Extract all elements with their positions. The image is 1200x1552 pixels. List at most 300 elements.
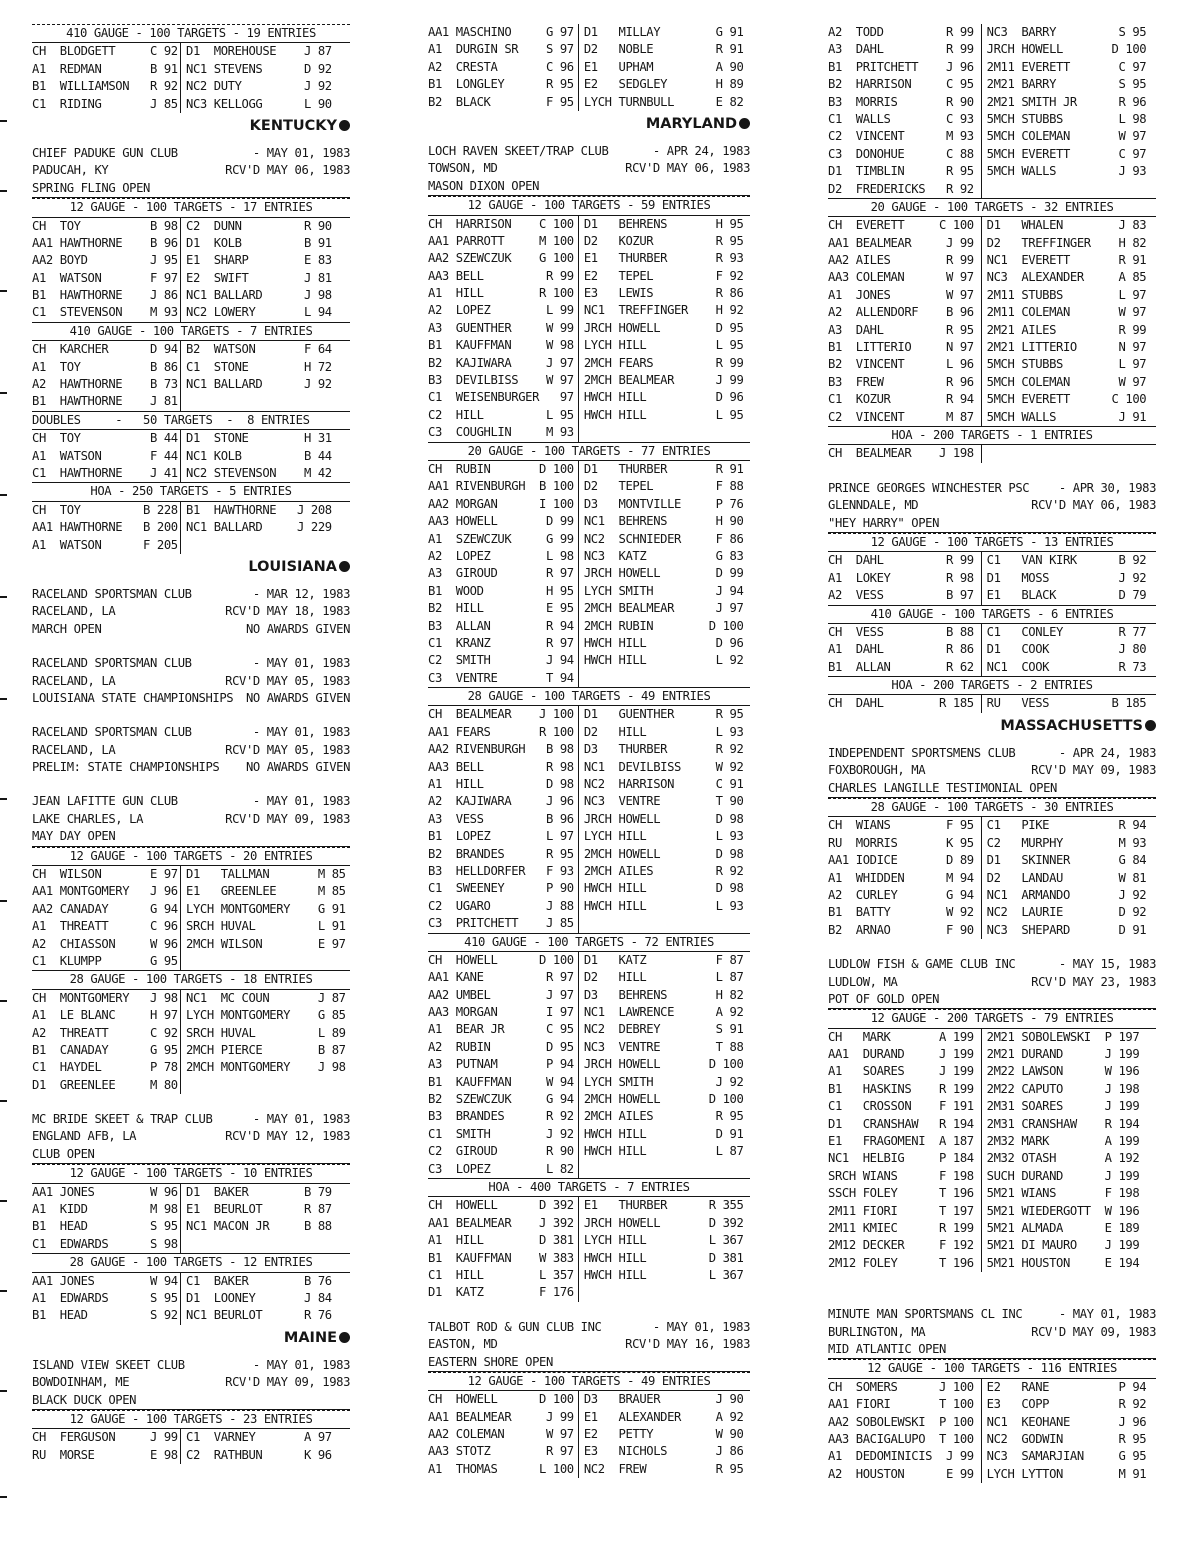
club-info-right: - MAY 15, 1983 xyxy=(1058,957,1156,972)
result-entry: E3 COPP R 92 xyxy=(981,1396,1156,1413)
result-entry: D1 KOLB B 91 xyxy=(180,235,350,252)
result-row xyxy=(828,624,1156,641)
result-entry: NC1 STEVENS D 92 xyxy=(180,61,350,78)
result-entry: A2 HOUSTON E 99 xyxy=(828,1466,974,1481)
result-entry: CH TOY B 98 xyxy=(32,218,178,233)
result-entry: HWCH HILL L 93 xyxy=(578,898,750,915)
result-row xyxy=(428,969,750,986)
result-entry: D1 THURBER R 91 xyxy=(578,461,750,478)
result-entry: NC1 MACON JR B 88 xyxy=(180,1218,350,1235)
result-row xyxy=(828,852,1156,869)
result-entry: C1 RIDING J 85 xyxy=(32,96,178,111)
result-entry: C1 SWEENEY P 90 xyxy=(428,881,574,896)
result-entry: B1 KAUFFMAN W 98 xyxy=(428,338,574,353)
result-entry: E1 UPHAM A 90 xyxy=(578,59,750,76)
event-heading: 410 GAUGE - 100 TARGETS - 19 ENTRIES xyxy=(32,24,350,43)
result-row xyxy=(828,59,1156,76)
result-entry: CH RUBIN D 100 xyxy=(428,461,574,476)
result-entry: D2 HILL L 93 xyxy=(578,724,750,741)
result-entry: 2MCH BEALMEAR J 97 xyxy=(578,600,750,617)
result-row xyxy=(428,496,750,513)
result-entry: C1 VARNEY A 97 xyxy=(180,1429,350,1446)
result-entry: D1 CRANSHAW R 194 xyxy=(828,1116,974,1131)
event-heading: 28 GAUGE - 100 TARGETS - 12 ENTRIES xyxy=(32,1254,350,1272)
margin-mark xyxy=(0,1100,7,1102)
event-heading: 28 GAUGE - 100 TARGETS - 30 ENTRIES xyxy=(828,798,1156,817)
state-bullet-icon xyxy=(339,120,350,131)
state-heading xyxy=(32,117,350,135)
result-row xyxy=(828,391,1156,408)
result-entry: AA1 DURAND J 199 xyxy=(828,1047,974,1062)
result-entry: CH BEALMEAR J 100 xyxy=(428,707,574,722)
result-row xyxy=(828,1098,1156,1115)
club-info-line xyxy=(32,742,350,759)
result-row xyxy=(828,1396,1156,1413)
result-entry: 2M31 CRANSHAW R 194 xyxy=(981,1116,1156,1133)
result-entry: AA1 BEALMEAR J 99 xyxy=(828,235,974,250)
result-row xyxy=(428,846,750,863)
result-entry: D2 NOBLE R 91 xyxy=(578,41,750,58)
result-entry: B1 HASKINS R 199 xyxy=(828,1081,974,1096)
result-entry: AA1 BEALMEAR J 99 xyxy=(428,1409,574,1424)
club-info-left: TOWSON, MD xyxy=(428,161,498,176)
club-info-left: GLENNDALE, MD xyxy=(828,498,919,513)
result-row xyxy=(32,43,350,60)
state-bullet-icon xyxy=(339,561,350,572)
club-info-left: ENGLAND AFB, LA xyxy=(32,1129,137,1144)
result-entry: NC2 HARRISON C 91 xyxy=(578,776,750,793)
result-entry: C3 VENTRE T 94 xyxy=(428,670,574,685)
result-row xyxy=(828,163,1156,180)
result-row xyxy=(32,936,350,953)
spacer xyxy=(828,1272,1156,1289)
result-row xyxy=(32,953,350,971)
event-heading: 28 GAUGE - 100 TARGETS - 18 ENTRIES xyxy=(32,971,350,989)
result-entry: 2M22 CAPUTO J 198 xyxy=(981,1081,1156,1098)
result-entry: 5M21 ALMADA E 189 xyxy=(981,1220,1156,1237)
result-entry: 2M32 MARK A 199 xyxy=(981,1133,1156,1150)
club-info-right: RCV'D MAY 18, 1983 xyxy=(225,604,350,619)
result-entry: C1 HAYDEL P 78 xyxy=(32,1060,178,1075)
club-info-line xyxy=(32,793,350,810)
result-entry: NC2 DEBREY S 91 xyxy=(578,1021,750,1038)
club-info-left: RACELAND, LA xyxy=(32,673,116,688)
result-row xyxy=(428,600,750,617)
club-info-right: - APR 24, 1983 xyxy=(1058,745,1156,760)
result-entry: C2 DUNN R 90 xyxy=(180,218,350,235)
result-entry: LYCH SMITH J 94 xyxy=(578,583,750,600)
result-entry: B3 BRANDES R 92 xyxy=(428,1109,574,1124)
result-entry: B1 LITTERIO N 97 xyxy=(828,340,974,355)
state-heading xyxy=(32,558,350,576)
result-entry: HWCH HILL L 87 xyxy=(578,1143,750,1160)
result-entry: E2 PETTY W 90 xyxy=(578,1426,750,1443)
result-entry: AA1 FEARS R 100 xyxy=(428,724,574,739)
result-entry: NC1 BEURLOT R 76 xyxy=(180,1307,350,1324)
event-heading: HOA - 200 TARGETS - 2 ENTRIES xyxy=(828,677,1156,695)
result-entry: B1 HEAD S 95 xyxy=(32,1219,178,1234)
event-heading: 410 GAUGE - 100 TARGETS - 7 ENTRIES xyxy=(32,323,350,341)
result-entry: 2M21 DURAND J 199 xyxy=(981,1046,1156,1063)
result-row xyxy=(828,24,1156,41)
result-entry: 2MCH HOWELL D 98 xyxy=(578,846,750,863)
spacer xyxy=(828,463,1156,480)
result-entry: NC1 DEVILBISS W 92 xyxy=(578,759,750,776)
result-entry: JRCH HOWELL D 98 xyxy=(578,811,750,828)
result-entry: C3 COUGHLIN M 93 xyxy=(428,425,574,440)
result-row xyxy=(428,1039,750,1056)
result-entry: 2MCH BEALMEAR J 99 xyxy=(578,372,750,389)
result-entry: E1 THURBER R 355 xyxy=(578,1197,750,1214)
result-entry: 2MCH MONTGOMERY J 98 xyxy=(180,1059,350,1076)
result-row xyxy=(32,465,350,483)
result-entry: 2M11 STUBBS L 97 xyxy=(981,287,1156,304)
result-entry: C1 KLUMPP G 95 xyxy=(32,953,178,968)
state-heading xyxy=(828,717,1156,735)
result-entry: C2 SMITH J 94 xyxy=(428,653,574,668)
result-entry: A1 TOY B 86 xyxy=(32,359,178,374)
result-entry: E3 LEWIS R 86 xyxy=(578,285,750,302)
result-entry: NC1 ARMANDO J 92 xyxy=(981,887,1156,904)
result-row xyxy=(32,1184,350,1201)
result-row xyxy=(828,1063,1156,1080)
club-info-right: - APR 30, 1983 xyxy=(1058,480,1156,495)
result-entry: 2M31 SOARES J 199 xyxy=(981,1098,1156,1115)
result-row xyxy=(32,502,350,519)
result-entry: B2 HARRISON C 95 xyxy=(828,77,974,92)
result-entry: 2MCH FEARS R 99 xyxy=(578,355,750,372)
result-row xyxy=(828,76,1156,93)
result-entry: A2 KAJIWARA J 96 xyxy=(428,794,574,809)
club-info-left: BOWDOINHAM, ME xyxy=(32,1375,130,1390)
result-row xyxy=(828,659,1156,677)
result-row xyxy=(32,1042,350,1059)
club-info-left: RACELAND SPORTSMAN CLUB xyxy=(32,586,192,601)
result-entry: C1 PIKE R 94 xyxy=(981,817,1156,834)
club-info-left: PRELIM: STATE CHAMPIONSHIPS xyxy=(32,760,220,775)
result-entry: CH BLODGETT C 92 xyxy=(32,44,178,59)
club-info-line xyxy=(32,1128,350,1145)
club-info-line xyxy=(828,762,1156,779)
result-entry: A1 WATSON F 44 xyxy=(32,448,178,463)
result-entry: E2 SEDGLEY H 89 xyxy=(578,76,750,93)
result-entry: CH HOWELL D 100 xyxy=(428,1392,574,1407)
result-entry: 2M21 BARRY S 95 xyxy=(981,76,1156,93)
result-row xyxy=(828,1466,1156,1483)
result-entry: D2 HILL L 87 xyxy=(578,969,750,986)
result-row xyxy=(428,407,750,424)
result-entry: A2 LOPEZ L 98 xyxy=(428,548,574,563)
result-entry: A1 HILL R 100 xyxy=(428,286,574,301)
result-entry: 2M22 LAWSON W 196 xyxy=(981,1063,1156,1080)
result-entry: 5MCH WALLS J 93 xyxy=(981,163,1156,180)
result-entry: A1 SZEWCZUK G 99 xyxy=(428,531,574,546)
result-entry: A3 PUTNAM P 94 xyxy=(428,1057,574,1072)
result-entry: D1 COOK J 80 xyxy=(981,641,1156,658)
club-info-line xyxy=(828,1306,1156,1323)
result-row xyxy=(428,1143,750,1160)
result-row xyxy=(428,1284,750,1301)
result-entry: A2 CURLEY G 94 xyxy=(828,887,974,902)
doubles-heading: DOUBLES - 50 TARGETS - 8 ENTRIES xyxy=(32,412,350,430)
result-entry: E2 TEPEL F 92 xyxy=(578,268,750,285)
result-entry: D2 TREFFINGER H 82 xyxy=(981,235,1156,252)
result-entry: B3 DEVILBISS W 97 xyxy=(428,373,574,388)
club-info-line xyxy=(32,1111,350,1128)
result-row xyxy=(428,652,750,669)
result-row xyxy=(828,1150,1156,1167)
result-row xyxy=(32,519,350,536)
result-entry: 5MCH COLEMAN W 97 xyxy=(981,374,1156,391)
result-entry: E3 NICHOLS J 86 xyxy=(578,1443,750,1460)
club-info-right: NO AWARDS GIVEN xyxy=(245,760,350,775)
club-info-right: RCV'D MAY 16, 1983 xyxy=(625,1337,750,1352)
result-entry: 2M21 AILES R 99 xyxy=(981,322,1156,339)
event-heading: HOA - 400 TARGETS - 7 ENTRIES xyxy=(428,1179,750,1197)
result-row xyxy=(828,1431,1156,1448)
result-entry: A2 TODD R 99 xyxy=(828,25,974,39)
club-info-line xyxy=(428,160,750,177)
result-row xyxy=(428,1426,750,1443)
result-entry: RU MORRIS K 95 xyxy=(828,835,974,850)
result-entry: C3 DONOHUE C 88 xyxy=(828,146,974,161)
result-entry: AA3 BELL R 98 xyxy=(428,759,574,774)
result-row xyxy=(32,1218,350,1235)
club-info-left: LUDLOW FISH & GAME CLUB INC xyxy=(828,957,1016,972)
result-entry: NC1 MC COUN J 87 xyxy=(180,990,350,1007)
result-entry: NC1 COOK R 73 xyxy=(981,659,1156,676)
result-entry: NC3 ALEXANDER A 85 xyxy=(981,269,1156,286)
result-entry: C1 HILL L 357 xyxy=(428,1267,574,1282)
result-row xyxy=(32,235,350,252)
club-info-left: BURLINGTON, MA xyxy=(828,1324,926,1339)
result-entry xyxy=(578,915,750,932)
result-entry: JRCH HOWELL D 100 xyxy=(578,1056,750,1073)
result-row xyxy=(828,1255,1156,1272)
result-entry: D1 STONE H 31 xyxy=(180,430,350,447)
result-entry: NC1 LAWRENCE A 92 xyxy=(578,1004,750,1021)
result-row xyxy=(828,570,1156,587)
result-entry: AA2 AILES R 99 xyxy=(828,253,974,268)
margin-mark xyxy=(0,190,7,192)
result-entry: C2 VINCENT M 93 xyxy=(828,129,974,144)
state-name: MAINE xyxy=(283,1329,337,1346)
result-row xyxy=(428,548,750,565)
result-entry: AA3 HOWELL D 99 xyxy=(428,514,574,529)
result-row xyxy=(32,393,350,411)
result-row xyxy=(828,1116,1156,1133)
result-entry: NC1 KOLB B 44 xyxy=(180,448,350,465)
result-row xyxy=(428,1267,750,1284)
result-row xyxy=(32,61,350,78)
state-bullet-icon xyxy=(739,118,750,129)
results-column-2 xyxy=(428,24,750,1478)
margin-mark xyxy=(0,798,7,800)
club-info-line xyxy=(32,724,350,741)
event-heading: 12 GAUGE - 100 TARGETS - 49 ENTRIES xyxy=(428,1372,750,1391)
result-entry: C1 STONE H 72 xyxy=(180,359,350,376)
result-entry: AA2 MORGAN I 100 xyxy=(428,496,574,511)
result-entry: C1 BAKER B 76 xyxy=(180,1273,350,1290)
result-entry: AA3 MORGAN I 97 xyxy=(428,1005,574,1020)
result-row xyxy=(828,922,1156,939)
result-entry: 2MCH HOWELL D 100 xyxy=(578,1091,750,1108)
result-entry: 5M21 HOUSTON E 194 xyxy=(981,1255,1156,1272)
result-entry: A1 WHIDDEN M 94 xyxy=(828,870,974,885)
result-row xyxy=(428,706,750,723)
club-info-left: MARCH OPEN xyxy=(32,621,102,636)
result-entry: B1 CANADAY G 95 xyxy=(32,1042,178,1057)
state-name: LOUISIANA xyxy=(248,558,337,575)
result-row xyxy=(32,304,350,322)
result-entry: B2 KAJIWARA J 97 xyxy=(428,355,574,370)
state-name: MARYLAND xyxy=(645,115,737,132)
result-row xyxy=(428,302,750,319)
club-info-left: RACELAND, LA xyxy=(32,742,116,757)
spacer xyxy=(32,776,350,793)
club-info-line xyxy=(32,673,350,690)
result-entry: E2 SWIFT J 81 xyxy=(180,270,350,287)
result-entry: NC2 DUTY J 92 xyxy=(180,78,350,95)
result-entry: A1 SOARES J 199 xyxy=(828,1064,974,1079)
event-heading: 410 GAUGE - 100 TARGETS - 6 ENTRIES xyxy=(828,606,1156,624)
result-row xyxy=(32,1307,350,1324)
event-heading: HOA - 200 TARGETS - 1 ENTRIES xyxy=(828,427,1156,445)
result-entry: A1 THOMAS L 100 xyxy=(428,1461,574,1476)
result-row xyxy=(32,78,350,95)
state-name: KENTUCKY xyxy=(249,117,337,134)
result-entry: LYCH HILL L 95 xyxy=(578,337,750,354)
result-entry: B1 WOOD H 95 xyxy=(428,583,574,598)
result-row xyxy=(428,1461,750,1478)
result-entry: C1 WEISENBURGER 97 xyxy=(428,390,574,405)
result-entry: C1 HAWTHORNE J 41 xyxy=(32,465,178,480)
result-entry: B1 HAWTHORNE J 86 xyxy=(32,288,178,303)
result-row xyxy=(428,478,750,495)
result-entry: 2MCH WILSON E 97 xyxy=(180,936,350,953)
result-entry: 5MCH STUBBS L 98 xyxy=(981,111,1156,128)
club-info-line xyxy=(32,1357,350,1374)
result-row xyxy=(828,817,1156,834)
result-entry: 2MCH PIERCE B 87 xyxy=(180,1042,350,1059)
result-entry: CH WILSON E 97 xyxy=(32,867,178,882)
result-entry: LYCH MONTGOMERY G 91 xyxy=(180,901,350,918)
result-entry xyxy=(578,1161,750,1178)
result-entry: B1 LONGLEY R 95 xyxy=(428,77,574,92)
shoot-name: POT OF GOLD OPEN xyxy=(828,991,1156,1009)
result-entry: RU MORSE E 98 xyxy=(32,1447,178,1462)
result-entry: C1 STEVENSON M 93 xyxy=(32,305,178,320)
result-entry: AA2 CANADAY G 94 xyxy=(32,901,178,916)
result-row xyxy=(828,695,1156,712)
club-info-line xyxy=(428,143,750,160)
result-entry: D1 GREENLEE M 80 xyxy=(32,1077,178,1092)
result-entry xyxy=(981,181,1156,198)
margin-mark xyxy=(0,1496,7,1498)
club-info-line xyxy=(32,655,350,672)
result-entry: NC2 STEVENSON M 42 xyxy=(180,465,350,482)
result-row xyxy=(428,1108,750,1125)
result-entry: HWCH HILL L 92 xyxy=(578,652,750,669)
result-entry: C1 EDWARDS S 98 xyxy=(32,1236,178,1251)
result-entry: NC3 KELLOGG L 90 xyxy=(180,96,350,113)
result-entry: C1 VAN KIRK B 92 xyxy=(981,552,1156,569)
result-entry: A2 CHIASSON W 96 xyxy=(32,936,178,951)
result-row xyxy=(828,1379,1156,1396)
shoot-name: SPRING FLING OPEN xyxy=(32,180,350,198)
club-info-line xyxy=(828,956,1156,973)
result-entry xyxy=(180,1236,350,1253)
result-entry: 5M21 DI MAURO J 199 xyxy=(981,1237,1156,1254)
result-entry: B2 VINCENT L 96 xyxy=(828,357,974,372)
result-entry: B1 WILLIAMSON R 92 xyxy=(32,79,178,94)
result-entry: CH SOMERS J 100 xyxy=(828,1379,974,1394)
result-entry: E1 THURBER R 93 xyxy=(578,250,750,267)
result-row xyxy=(828,552,1156,569)
result-entry: NC2 GODWIN R 95 xyxy=(981,1431,1156,1448)
club-info-right: NO AWARDS GIVEN xyxy=(245,690,350,705)
result-entry: NC1 BALLARD J 92 xyxy=(180,376,350,393)
margin-mark xyxy=(0,1000,7,1002)
result-entry: C2 MURPHY M 93 xyxy=(981,835,1156,852)
result-row xyxy=(428,24,750,41)
result-entry: NC2 SCHNIEDER F 86 xyxy=(578,531,750,548)
club-info-right: RCV'D MAY 09, 1983 xyxy=(225,811,350,826)
result-row xyxy=(428,1126,750,1143)
club-info-line xyxy=(32,603,350,620)
club-info-line xyxy=(828,497,1156,514)
result-row xyxy=(828,835,1156,852)
result-entry: NC2 LOWERY L 94 xyxy=(180,304,350,321)
result-row xyxy=(32,1273,350,1290)
result-entry: AA2 RIVENBURGH B 98 xyxy=(428,742,574,757)
result-entry: 5M21 WIEDERGOTT W 196 xyxy=(981,1203,1156,1220)
result-row xyxy=(428,898,750,915)
result-row xyxy=(32,1290,350,1307)
result-entry: B3 MORRIS R 90 xyxy=(828,94,974,109)
result-entry: AA1 IODICE D 89 xyxy=(828,853,974,868)
result-row xyxy=(428,759,750,776)
result-row xyxy=(32,1447,350,1464)
result-entry: D3 BEHRENS H 82 xyxy=(578,987,750,1004)
result-entry: HWCH HILL D 98 xyxy=(578,880,750,897)
result-row xyxy=(428,1161,750,1179)
shoot-name: MASON DIXON OPEN xyxy=(428,178,750,196)
result-entry: C3 LOPEZ L 82 xyxy=(428,1161,574,1176)
result-entry: CH TOY B 228 xyxy=(32,502,178,517)
result-row xyxy=(428,41,750,58)
result-row xyxy=(828,1081,1156,1098)
result-row xyxy=(32,1201,350,1218)
result-row xyxy=(428,1074,750,1091)
result-entry: A1 DAHL R 86 xyxy=(828,642,974,657)
club-info-right: RCV'D MAY 09, 1983 xyxy=(1031,763,1156,778)
result-entry: B3 ALLAN R 94 xyxy=(428,618,574,633)
result-entry: A3 DAHL R 99 xyxy=(828,42,974,57)
club-info-left: LUDLOW, MA xyxy=(828,974,898,989)
margin-mark xyxy=(0,698,7,700)
club-info-left: RACELAND SPORTSMAN CLUB xyxy=(32,656,192,671)
club-info-line xyxy=(428,1319,750,1336)
result-entry: AA3 BACIGALUPO T 100 xyxy=(828,1431,974,1446)
result-row xyxy=(828,41,1156,58)
result-entry: B1 KAUFFMAN W 94 xyxy=(428,1074,574,1089)
result-entry: C2 HILL L 95 xyxy=(428,407,574,422)
result-entry: D1 TIMBLIN R 95 xyxy=(828,164,974,179)
margin-mark xyxy=(0,494,7,496)
result-entry: LYCH TURNBULL E 82 xyxy=(578,94,750,111)
result-row xyxy=(828,1203,1156,1220)
